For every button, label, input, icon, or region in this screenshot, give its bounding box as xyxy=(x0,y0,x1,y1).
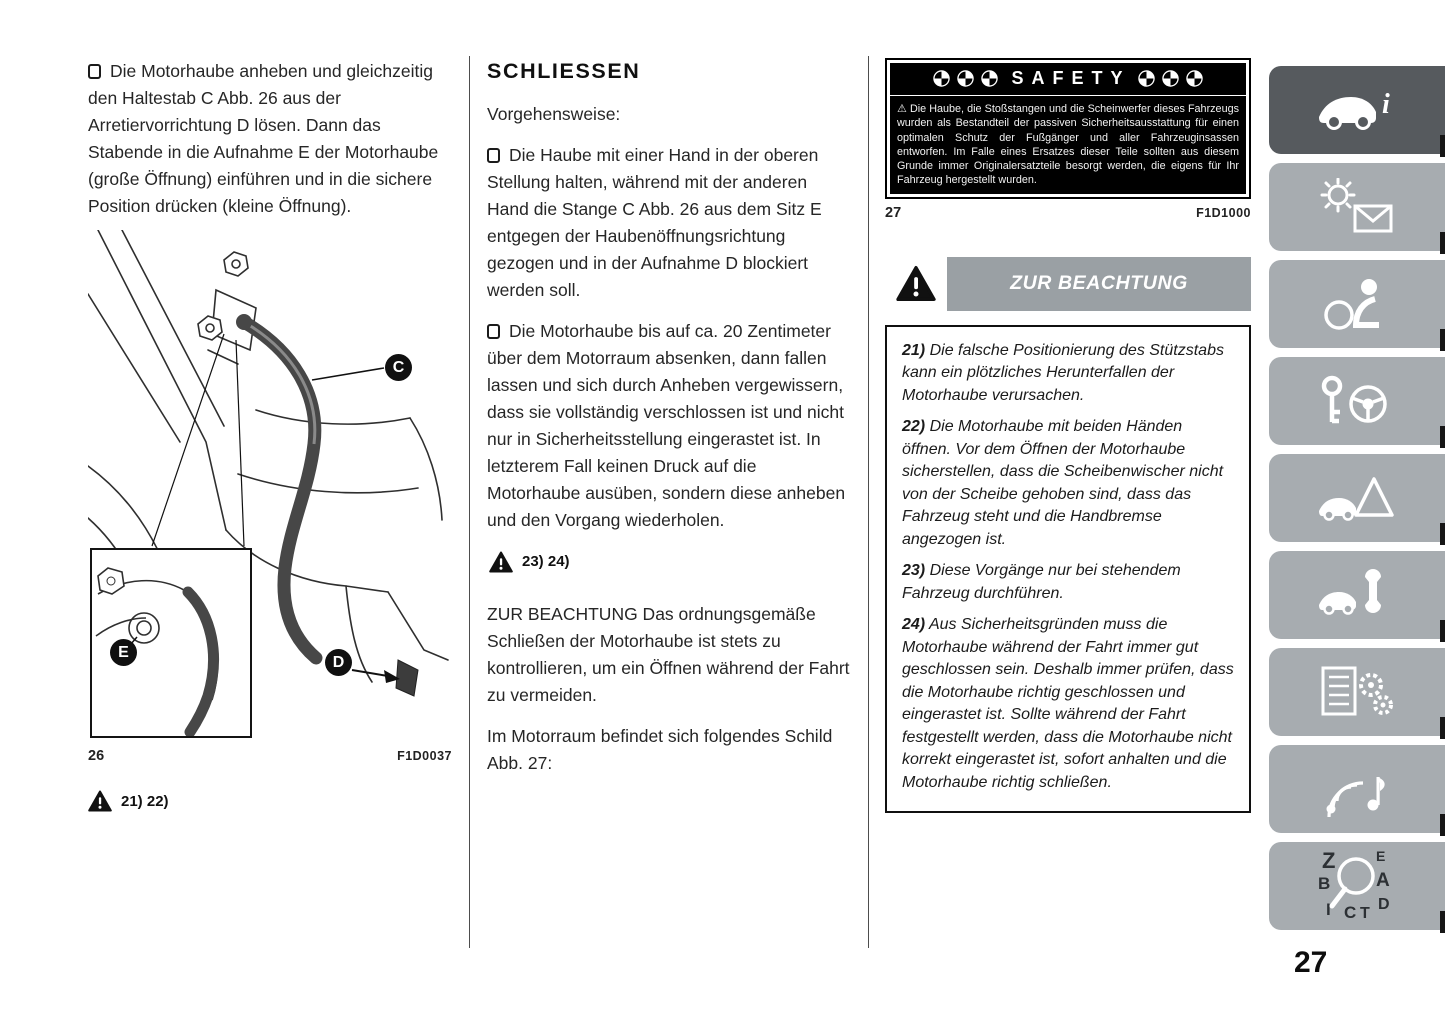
safety-label-title: SAFETY xyxy=(1011,68,1131,88)
warning-item: 24) Aus Sicherheitsgründen muss die Motorhaube während der Fahrt immer gut geschlossen sein. Deshalb immer prüfen, dass die Motorhaube richtig geschlossen und eingerastet ist. Sollte während der Fahrt festgestellt werden, dass die Motorhaube nicht korrekt eingerastet ist, sofort anhalten und die Motorhaube richtig schließen. xyxy=(902,616,1234,791)
car-info-icon xyxy=(1315,87,1399,133)
figure-26-caption xyxy=(88,748,452,764)
chapter-tab-sidebar xyxy=(1269,66,1445,930)
multimedia-icon xyxy=(1319,761,1395,817)
crash-test-symbol-icon xyxy=(981,70,998,87)
index-letter: D xyxy=(1378,896,1390,913)
safety-label-header xyxy=(890,63,1246,96)
right-column xyxy=(885,58,1251,813)
sidebar-tab-starting-driving[interactable] xyxy=(1269,357,1445,445)
sidebar-tab-alphabetical-index[interactable] xyxy=(1269,842,1445,930)
sidebar-tab-emergency[interactable] xyxy=(1269,454,1445,542)
sidebar-tab-vehicle-info[interactable] xyxy=(1269,66,1445,154)
starting-driving-icon xyxy=(1318,372,1396,430)
warning-ref-numbers: 21) 22) xyxy=(121,792,169,810)
column-divider xyxy=(469,56,470,948)
safety-label-figure xyxy=(885,58,1251,199)
crash-test-symbol-icon xyxy=(1138,70,1155,87)
magnifier-icon xyxy=(1318,848,1396,924)
figure-number: 26 xyxy=(88,748,105,764)
note-paragraph: ZUR BEACHTUNG Das ordnungsgemäße Schließen der Motorhaube ist stets zu kontrollieren, um ein Öffnen während der Fahrt zu vermeiden. xyxy=(487,604,850,705)
warning-ref-numbers: 23) 24) xyxy=(522,553,570,570)
step2-text: Die Motorhaube bis auf ca. 20 Zentimeter über dem Motorraum absenken, dann fallen lassen und sich durch Anheben vergewissern, dass sie vollständig verschlossen ist und nicht nur in Sicherheitsstellung eingerastet ist. In letzterem Fall keinen Druck auf die Motorhaube ausüben, sondern diese anheben und den Vorgang wiederholen. xyxy=(487,321,846,530)
warning-triangle-icon xyxy=(88,790,112,812)
warning-lights-messages-icon xyxy=(1317,178,1397,236)
alphabetical-index-icon xyxy=(1318,848,1396,924)
page-edge-mark xyxy=(1440,620,1445,642)
maintenance-icon xyxy=(1317,567,1397,623)
subheading: Vorgehensweise: xyxy=(487,104,621,124)
warning-reference-middle xyxy=(489,548,853,575)
caution-header xyxy=(885,257,1251,311)
figure-number: 27 xyxy=(885,204,902,221)
sidebar-tab-warning-lights-messages[interactable] xyxy=(1269,163,1445,251)
page-edge-mark xyxy=(1440,135,1445,157)
technical-data-icon xyxy=(1317,663,1397,721)
caution-triangle-box xyxy=(885,257,947,311)
figure-label-e: E xyxy=(110,639,137,666)
hood-support-rod xyxy=(244,322,316,658)
safety-label-text: ⚠ Die Haube, die Stoßstangen und die Scheinwerfer dieses Fahrzeugs wurden als Bestandteil der passiven Sicherheitsausstattung für einen optimalen Schutz der Fußgänger und aller Fahrzeuginsassen entworfen. Im Falle eines Ersatzes dieser Teile sollten aus diesem Grunde immer Originalersatzteile besorgt werden, die eigens für Ihr Fahrzeug hergestellt wurden. xyxy=(897,103,1239,187)
warning-triangle-icon xyxy=(489,551,513,573)
warning-item: 21) Die falsche Positionierung des Stützstabs kann ein plötzliches Herunterfallen der Motorhaube verursachen. xyxy=(902,341,1224,404)
page-edge-mark xyxy=(1440,523,1445,545)
index-letter: E xyxy=(1376,848,1386,864)
figure-label-c: C xyxy=(385,354,412,381)
index-letter: C xyxy=(1344,903,1357,922)
index-letter: A xyxy=(1376,870,1390,891)
square-bullet-icon xyxy=(88,64,101,79)
intro-text: Die Motorhaube anheben und gleichzeitig den Haltestab C Abb. 26 aus der Arretiervorrichtung D lösen. Dann das Stabende in die Aufnahme E der Motorhaube (große Öffnung) einführen und in die sichere Position drücken (kleine Öffnung). xyxy=(88,61,439,216)
left-column xyxy=(88,58,460,812)
figure-code: F1D1000 xyxy=(1196,205,1251,220)
rod-retainer-clip xyxy=(396,660,418,696)
crash-test-symbol-icon xyxy=(933,70,950,87)
index-letter: Z xyxy=(1322,848,1336,873)
index-letter: B xyxy=(1318,874,1331,893)
warnings-box xyxy=(885,325,1251,814)
index-letter: I xyxy=(1326,900,1331,919)
info-glyph: i xyxy=(1382,89,1390,120)
middle-column xyxy=(487,58,853,791)
sidebar-tab-multimedia[interactable] xyxy=(1269,745,1445,833)
step-paragraph xyxy=(487,142,853,304)
emergency-icon xyxy=(1317,471,1397,525)
warning-reference-left xyxy=(88,790,460,812)
page-edge-mark xyxy=(1440,717,1445,739)
square-bullet-icon xyxy=(487,148,500,163)
page-edge-mark xyxy=(1440,814,1445,836)
sidebar-tab-technical-data[interactable] xyxy=(1269,648,1445,736)
figure-label-d: D xyxy=(325,649,352,676)
crash-test-symbol-icon xyxy=(957,70,974,87)
section-heading: SCHLIESSEN xyxy=(487,59,641,83)
page-edge-mark xyxy=(1440,426,1445,448)
page-number: 27 xyxy=(1294,946,1328,979)
crash-test-symbol-icon xyxy=(1162,70,1179,87)
figure-code: F1D0037 xyxy=(397,749,452,763)
sidebar-tab-safety[interactable] xyxy=(1269,260,1445,348)
warning-item: 22) Die Motorhaube mit beiden Händen öffnen. Vor dem Öffnen der Motorhaube sicherstellen, dass die Scheibenwischer nicht von der Scheibe gehoben sind, dass das Fahrzeug steht und die Handbremse angezogen ist. xyxy=(902,418,1224,548)
square-bullet-icon xyxy=(487,324,500,339)
closing-paragraph: Im Motorraum befindet sich folgendes Schild Abb. 27: xyxy=(487,726,833,773)
column-divider xyxy=(868,56,869,948)
warning-triangle-glyph: ⚠ xyxy=(897,103,907,115)
intro-paragraph xyxy=(88,58,460,220)
safety-airbag-icon xyxy=(1319,275,1395,333)
warning-item: 23) Diese Vorgänge nur bei stehendem Fahrzeug durchführen. xyxy=(902,562,1181,602)
step1-text: Die Haube mit einer Hand in der oberen Stellung halten, während mit der anderen Hand die Stange C Abb. 26 aus dem Sitz E entgegen der Haubenöffnungsrichtung gezogen und in der Aufnahme D blockiert werden soll. xyxy=(487,145,822,300)
step-paragraph xyxy=(487,318,853,534)
warning-triangle-icon xyxy=(896,265,936,302)
page-edge-mark xyxy=(1440,911,1445,933)
page-edge-mark xyxy=(1440,329,1445,351)
page-edge-mark xyxy=(1440,232,1445,254)
caution-title: ZUR BEACHTUNG xyxy=(947,257,1251,311)
crash-test-symbol-icon xyxy=(1186,70,1203,87)
figure-26 xyxy=(88,230,452,742)
figure-27-caption xyxy=(885,205,1251,221)
index-letter: T xyxy=(1360,905,1370,922)
sidebar-tab-maintenance[interactable] xyxy=(1269,551,1445,639)
